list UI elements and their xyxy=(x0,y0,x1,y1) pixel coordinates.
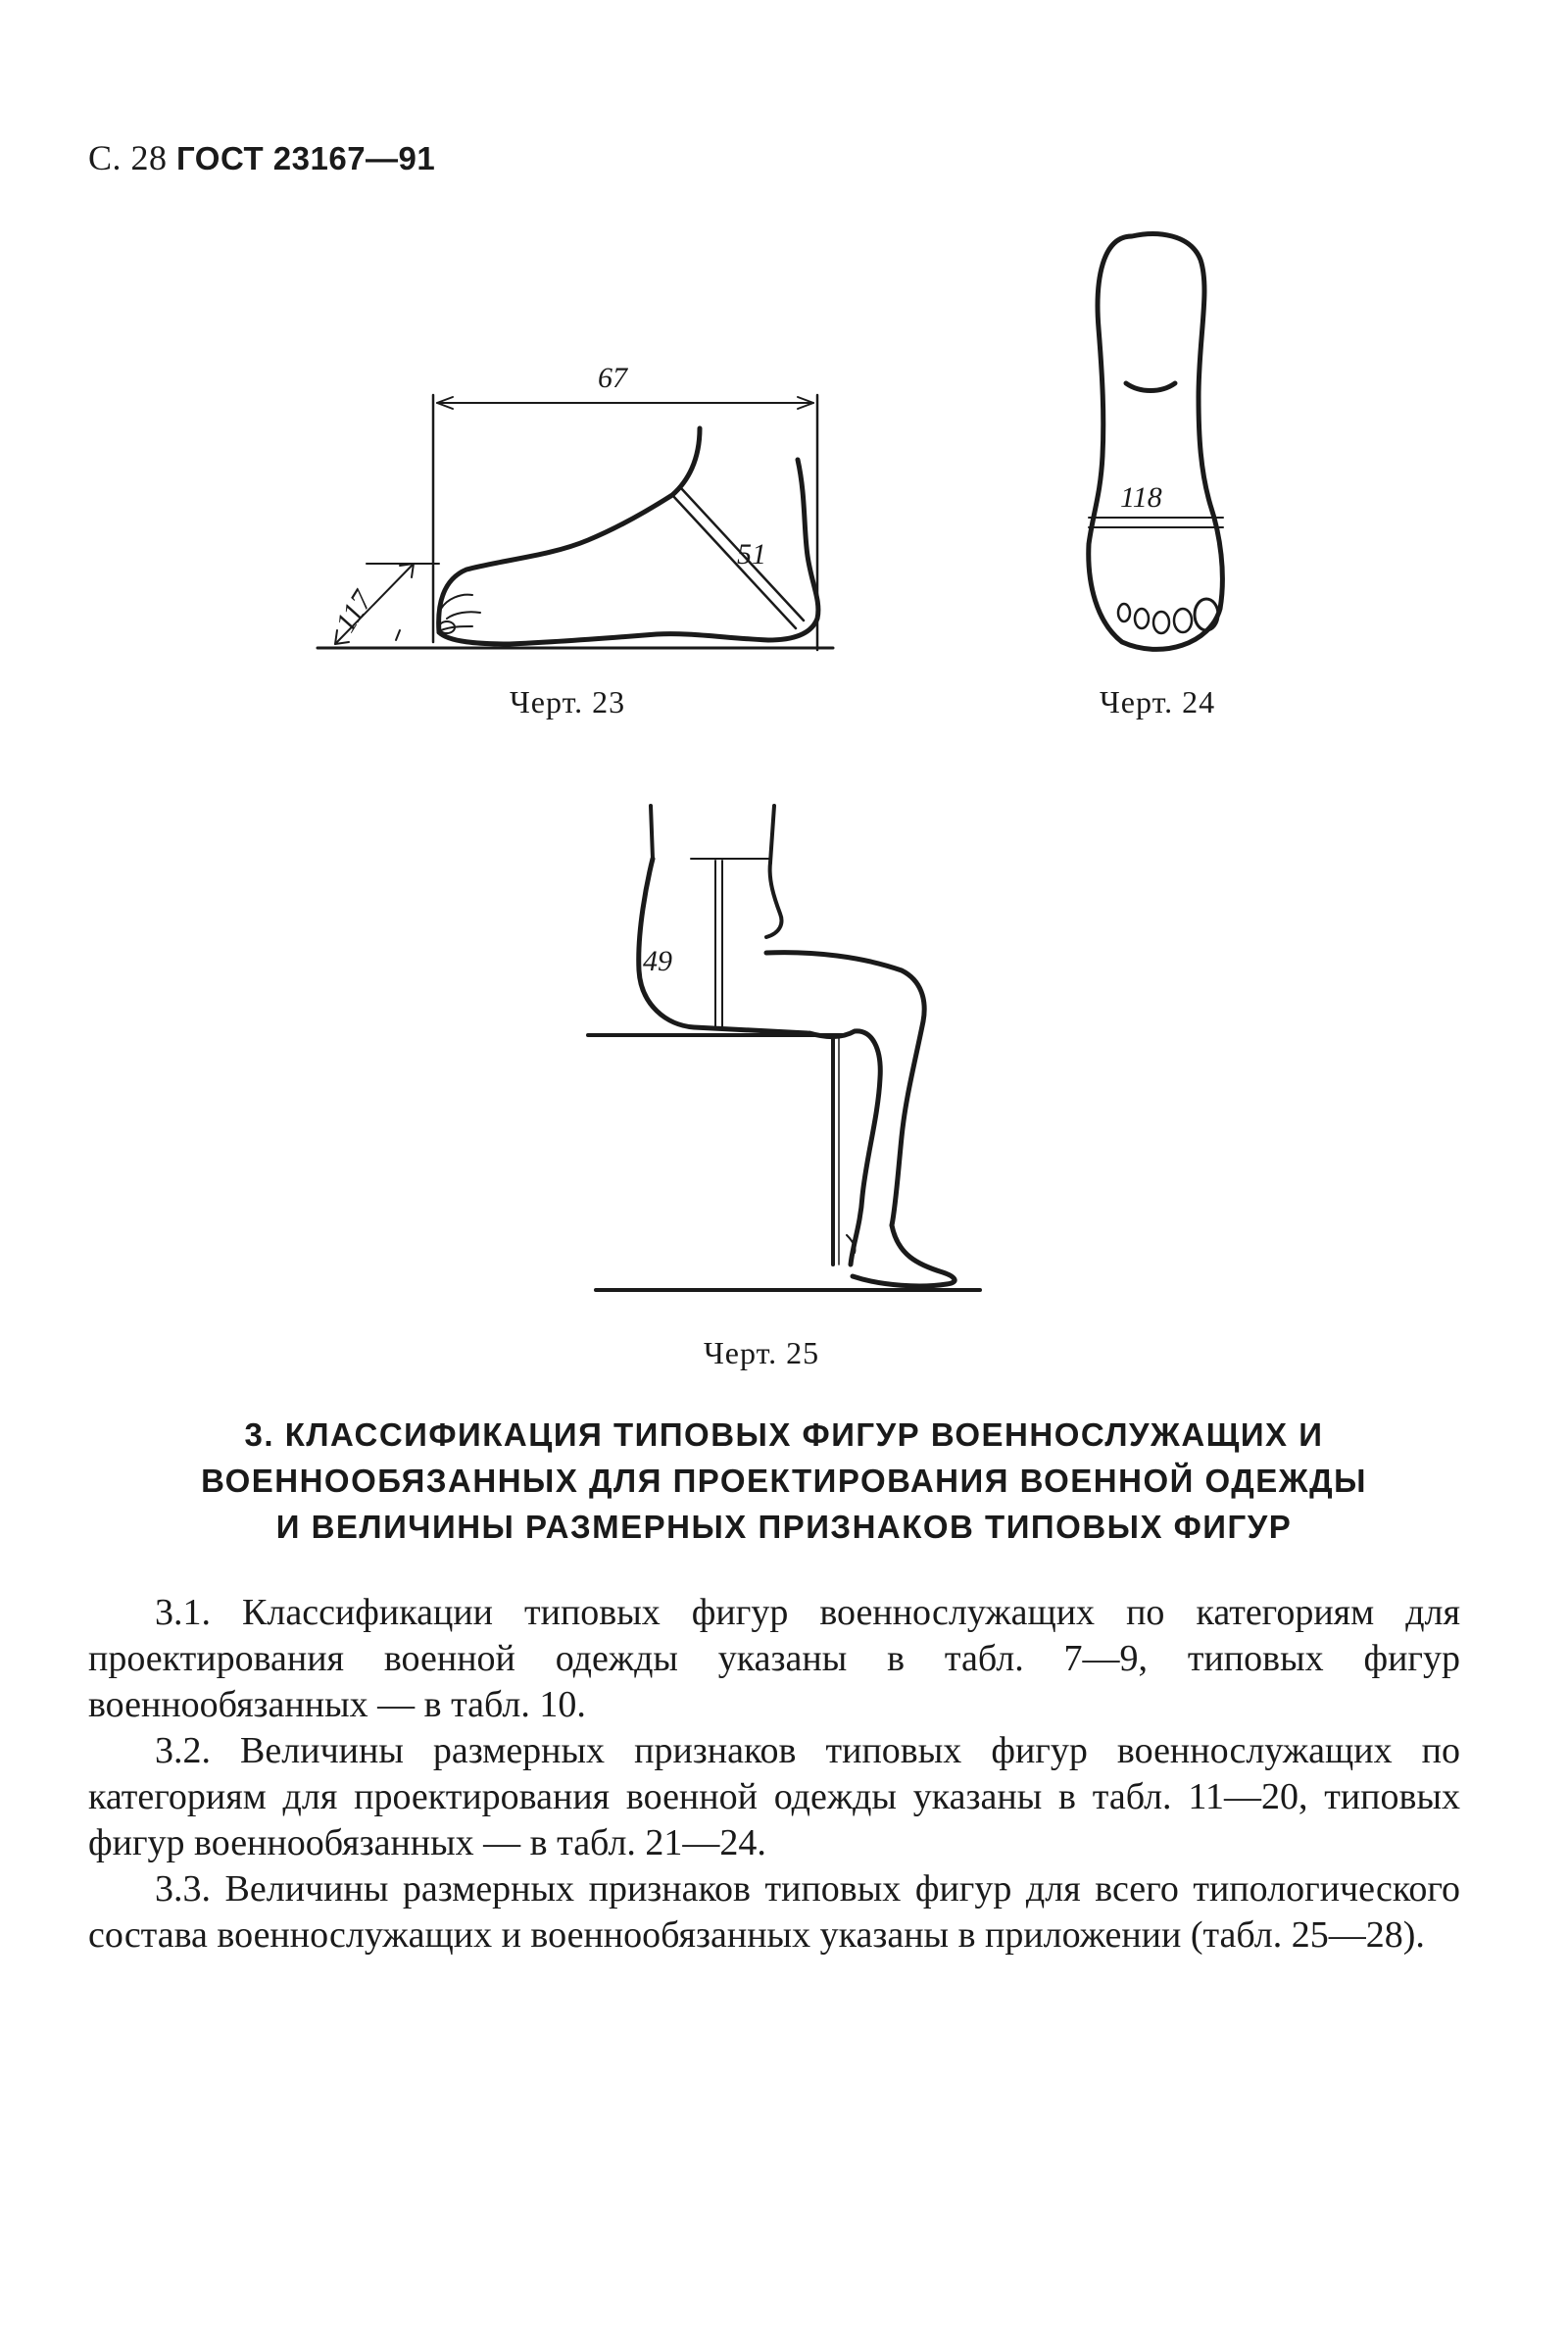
section-title-line: И ВЕЛИЧИНЫ РАЗМЕРНЫХ ПРИЗНАКОВ ТИПОВЫХ ФИГУР xyxy=(275,1509,1293,1545)
figure-23-drawing xyxy=(318,395,833,650)
page-number: С. 28 xyxy=(88,138,168,177)
figure-25-drawing xyxy=(588,806,980,1290)
figure-23-caption: Черт. 23 xyxy=(510,684,626,719)
figure-25-caption: Черт. 25 xyxy=(704,1335,820,1370)
figure-24-caption: Черт. 24 xyxy=(1100,684,1216,719)
standard-code: ГОСТ 23167—91 xyxy=(176,140,436,176)
page-header xyxy=(88,137,435,178)
figure-23-dim-instep: 51 xyxy=(737,538,766,571)
section-title xyxy=(108,1412,1460,1550)
section-title-line: 3. КЛАССИФИКАЦИЯ ТИПОВЫХ ФИГУР ВОЕННОСЛУЖАЩИХ И xyxy=(244,1416,1324,1453)
paragraph-3-3: 3.3. Величины размерных признаков типовых фигур для всего типологического состава военнослужащих и военнообязанных указаны в приложении (табл. 25—28). xyxy=(88,1868,1460,1956)
paragraph-3-2: 3.2. Величины размерных признаков типовых фигур военнослужащих по категориям для проектирования военной одежды указаны в табл. 11—20, типовых фигур военнообязанных — в табл. 21—24. xyxy=(88,1730,1460,1863)
figure-24-drawing xyxy=(1089,234,1223,650)
figure-23-dim-length: 67 xyxy=(598,362,627,394)
section-title-line: ВОЕННООБЯЗАННЫХ ДЛЯ ПРОЕКТИРОВАНИЯ ВОЕННОЙ ОДЕЖДЫ xyxy=(201,1463,1367,1499)
figure-25-dim-height: 49 xyxy=(643,945,672,977)
paragraph-3-1: 3.1. Классификации типовых фигур военнослужащих по категориям для проектирования военной одежды указаны в табл. 7—9, типовых фигур военнообязанных — в табл. 10. xyxy=(88,1592,1460,1725)
section-body xyxy=(88,1590,1460,1959)
figure-25-seated-leg xyxy=(588,804,1000,1314)
figure-23-foot-side xyxy=(294,348,843,662)
figure-24-dim-width: 118 xyxy=(1120,481,1162,514)
figure-23-dim-diagonal: 117 xyxy=(328,584,379,638)
figure-24-foot-sole xyxy=(1063,221,1269,662)
